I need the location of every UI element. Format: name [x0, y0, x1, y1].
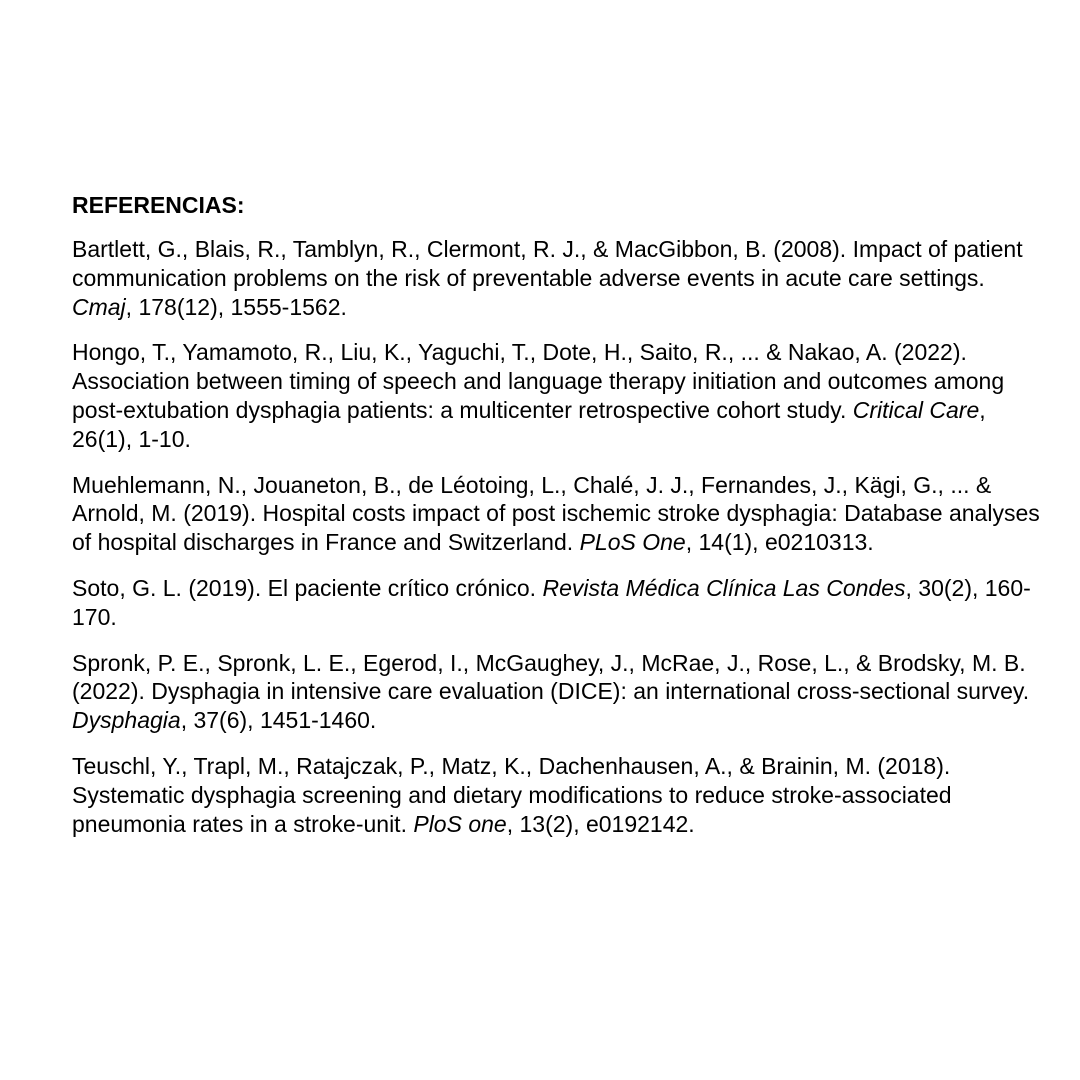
references-section — [72, 190, 1040, 855]
reference-details: , 30(2), 160-170. — [72, 574, 1031, 630]
reference-item — [72, 471, 1040, 557]
reference-item — [72, 338, 1040, 453]
reference-journal: Revista Médica Clínica Las Condes — [542, 574, 906, 601]
reference-journal: PLoS One — [579, 529, 686, 556]
reference-details: , 13(2), e0192142. — [506, 810, 695, 837]
reference-text: Hongo, T., Yamamoto, R., Liu, K., Yaguchi, T., Dote, H., Saito, R., ... & Nakao, A. (2022). Association between timing of speech and language therapy initiation and outcomes among post-extubation dysphagia patients: a multicenter retrospective cohort study. — [72, 339, 1005, 423]
reference-item — [72, 574, 1040, 632]
reference-journal: Dysphagia — [72, 707, 181, 734]
reference-details: , 178(12), 1555-1562. — [125, 293, 347, 320]
reference-item — [72, 235, 1040, 321]
reference-details: , 37(6), 1451-1460. — [180, 707, 377, 734]
reference-journal: Cmaj — [72, 293, 126, 320]
reference-details: , 14(1), e0210313. — [685, 529, 874, 556]
reference-text: Bartlett, G., Blais, R., Tamblyn, R., Clermont, R. J., & MacGibbon, B. (2008). Impact of patient communication problems on the risk of preventable adverse events in acute care settings. — [72, 236, 1023, 291]
reference-details: , 26(1), 1-10. — [72, 396, 986, 452]
reference-item — [72, 752, 1040, 838]
reference-text: Muehlemann, N., Jouaneton, B., de Léotoing, L., Chalé, J. J., Fernandes, J., Kägi, G., ... & Arnold, M. (2019). Hospital costs impact of post ischemic stroke dysphagia: Database analyses of hospital discharges in France and Switzerland. — [72, 471, 1040, 556]
reference-item — [72, 649, 1040, 735]
reference-journal: Critical Care — [852, 396, 980, 423]
reference-text: Spronk, P. E., Spronk, L. E., Egerod, I., McGaughey, J., McRae, J., Rose, L., & Brodsky, M. B. (2022). Dysphagia in intensive care evaluation (DICE): an international cross-sectional survey. — [72, 649, 1030, 705]
reference-text: Soto, G. L. (2019). El paciente crítico crónico. — [72, 574, 543, 601]
reference-text: Teuschl, Y., Trapl, M., Ratajczak, P., Matz, K., Dachenhausen, A., & Brainin, M. (2018). Systematic dysphagia screening and dietary modifications to reduce stroke-associated pneumonia rates in a stroke-unit. — [72, 752, 952, 837]
reference-journal: PloS one — [413, 810, 507, 837]
references-heading: REFERENCIAS: — [72, 192, 245, 218]
